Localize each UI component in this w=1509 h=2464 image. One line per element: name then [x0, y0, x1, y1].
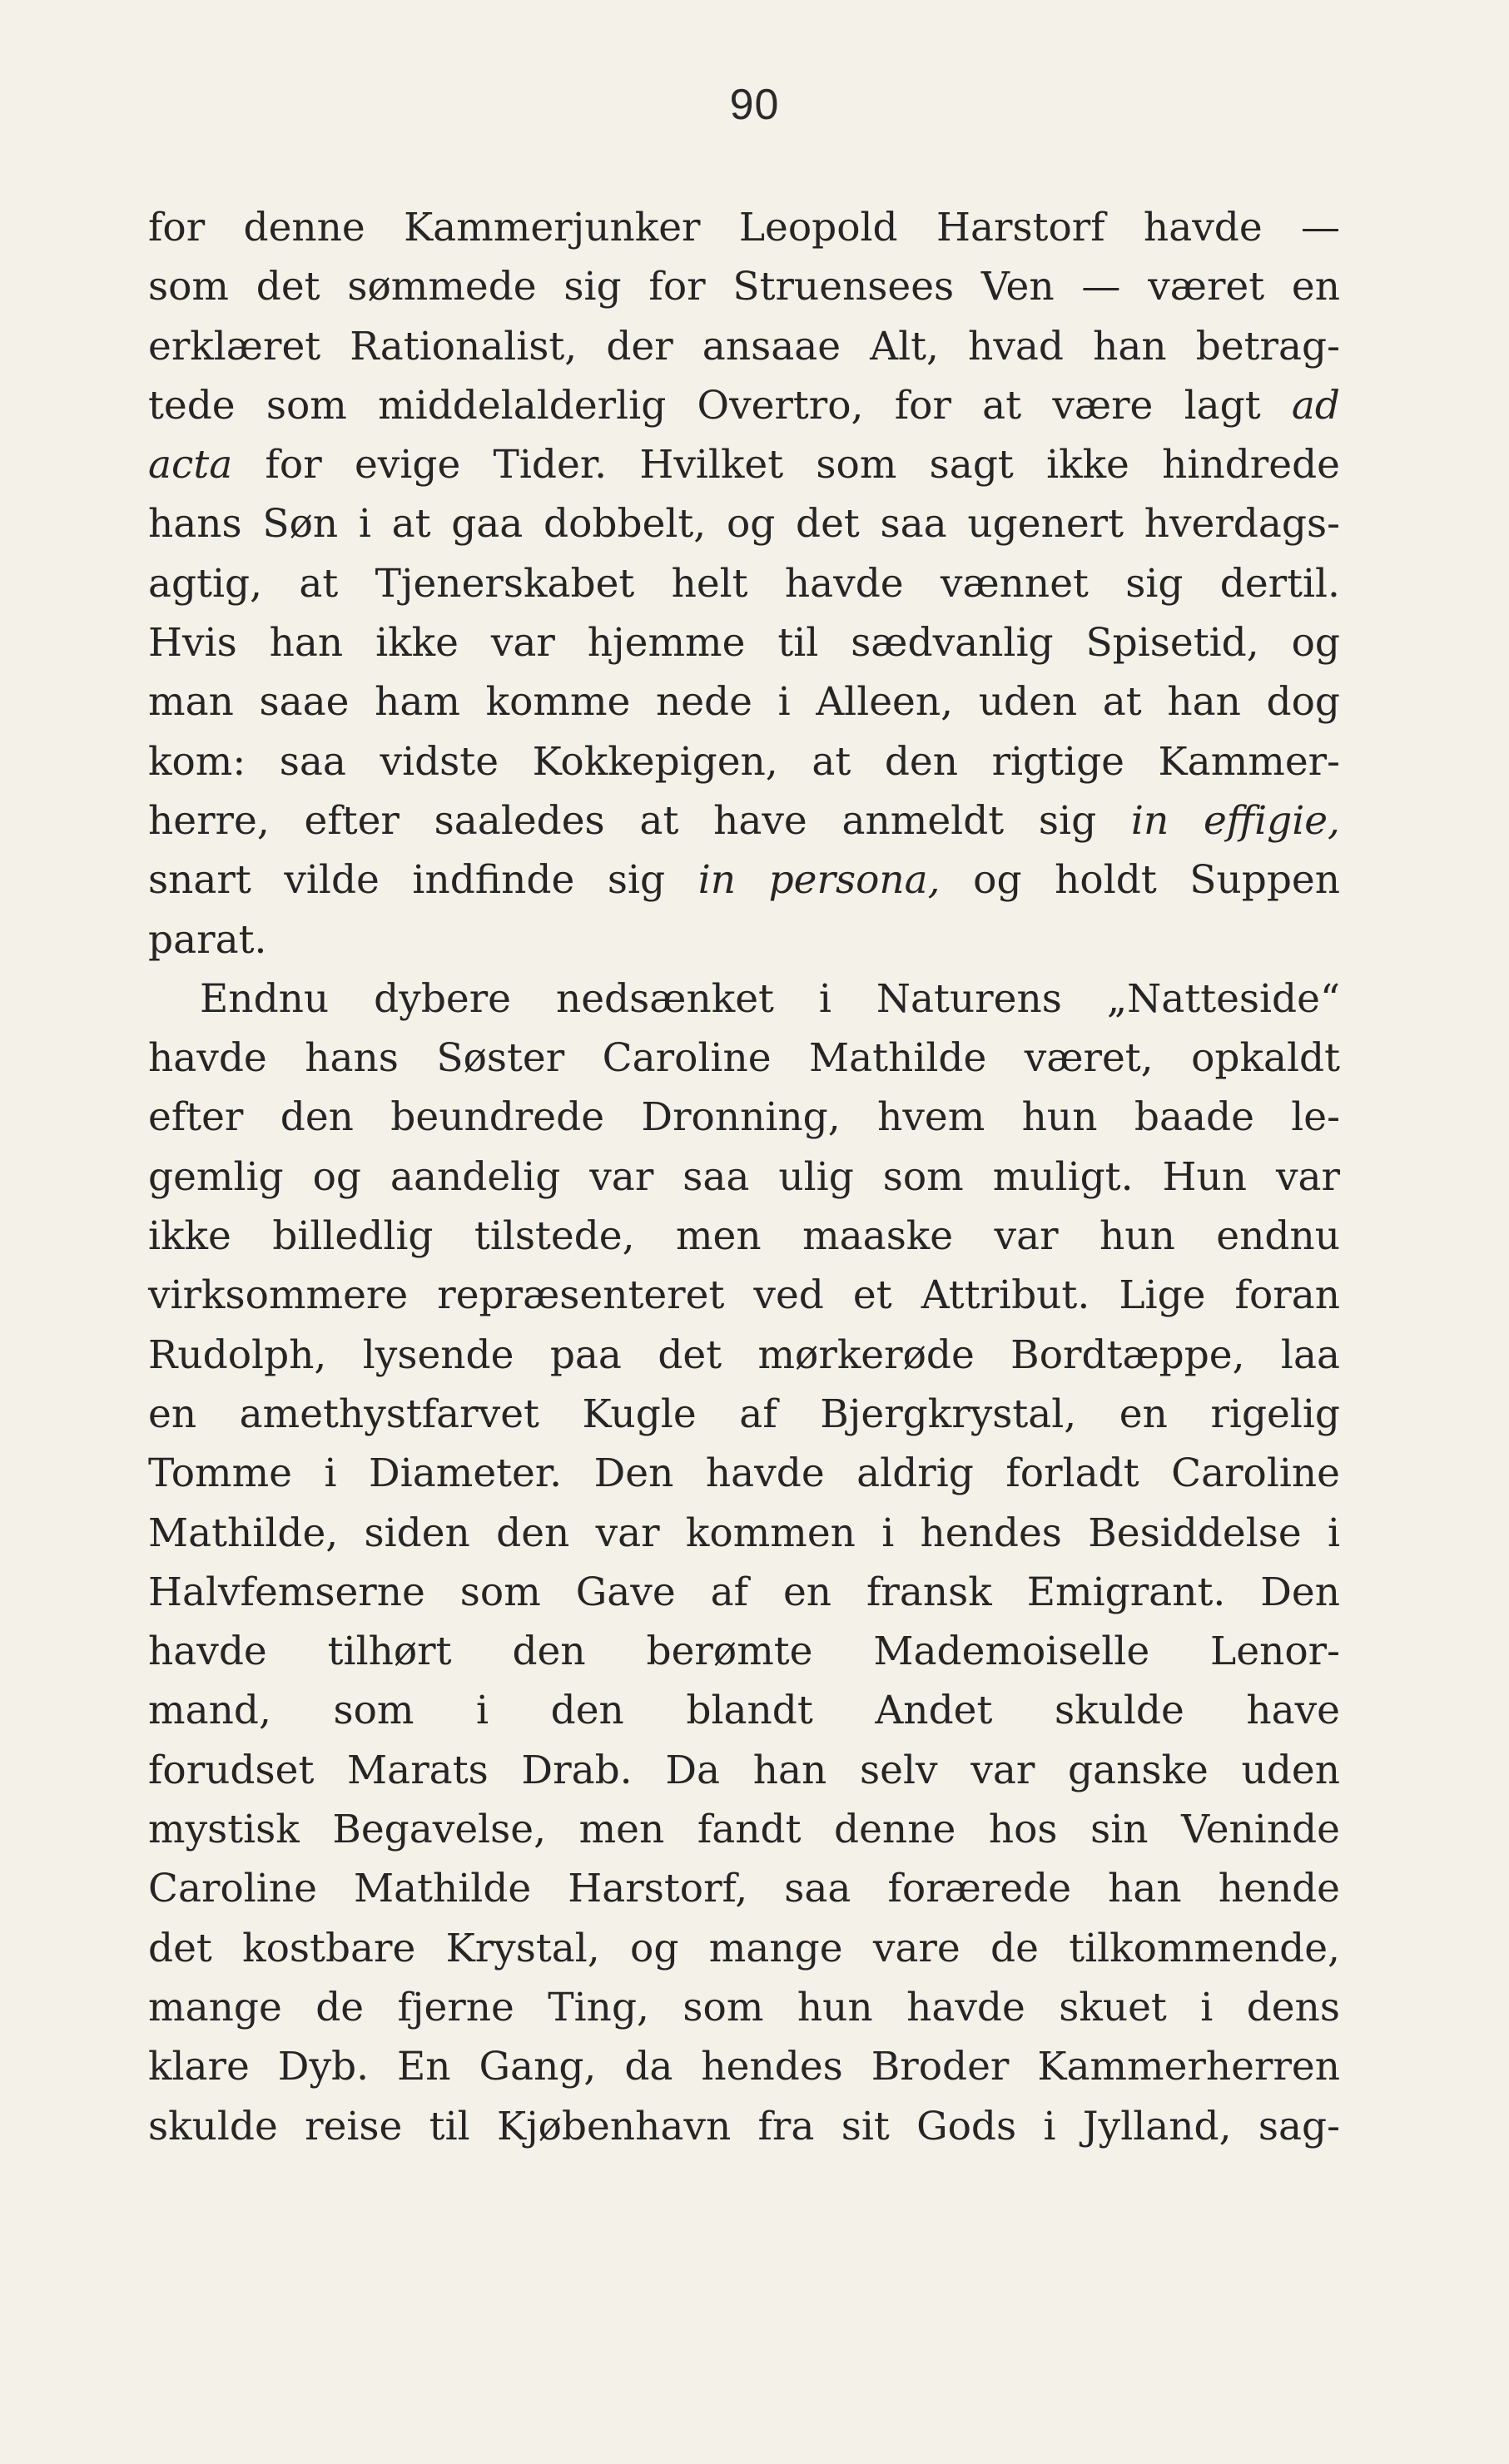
text-segment: skulde reise til Kjøbenhavn fra sit Gods i Jylland, sag-: [148, 2103, 1340, 2149]
italic-segment: in effigie,: [1130, 797, 1340, 844]
text-line: [148, 1978, 1340, 2037]
text-line: [148, 1207, 1340, 1266]
page-number: 90: [729, 81, 780, 129]
text-segment: Rudolph, lysende paa det mørkerøde Bordtæppe, laa: [148, 1331, 1340, 1378]
text-segment: efter den beundrede Dronning, hvem hun baade le-: [148, 1094, 1340, 1141]
text-segment: gemlig og aandelig var saa ulig som muligt. Hun var: [148, 1153, 1340, 1200]
text-segment: mand, som i den blandt Andet skulde have: [148, 1688, 1340, 1734]
text-segment: havde hans Søster Caroline Mathilde været, opkaldt: [148, 1035, 1340, 1082]
text-line: [148, 494, 1340, 553]
text-segment: snart vilde indfinde sig: [148, 857, 698, 904]
italic-segment: in persona,: [697, 857, 941, 904]
text-line: [148, 1029, 1340, 1088]
text-segment: for denne Kammerjunker Leopold Harstorf havde —: [148, 205, 1340, 250]
text-segment: parat.: [148, 916, 267, 963]
text-line: [148, 435, 1340, 494]
text-segment: Endnu dybere nedsænket i Naturens „Natteside“: [200, 975, 1340, 1022]
text-segment: man saae ham komme nede i Alleen, uden at han dog: [148, 679, 1340, 726]
text-segment: mange de fjerne Ting, som hun havde skuet i dens: [148, 1984, 1340, 2030]
text-segment: Hvis han ikke var hjemme til sædvanlig Spisetid, og: [148, 620, 1340, 667]
text-line: [148, 1563, 1340, 1622]
text-segment: tede som middelalderlig Overtro, for at være lagt: [148, 382, 1292, 429]
text-segment: og holdt Suppen: [940, 857, 1341, 904]
text-segment: kom: saa vidste Kokkepigen, at den rigtige Kammer-: [148, 738, 1340, 785]
text-line: [148, 1504, 1340, 1563]
text-line: [148, 613, 1340, 672]
text-line: [148, 1622, 1340, 1681]
text-line: [148, 910, 1340, 969]
text-segment: en amethystfarvet Kugle af Bjergkrystal, en rigelig: [148, 1391, 1340, 1437]
text-segment: Tomme i Diameter. Den havde aldrig forladt Caroline: [148, 1450, 1340, 1497]
text-segment: Halvfemserne som Gave af en fransk Emigrant. Den: [148, 1569, 1340, 1615]
text-line: [148, 1681, 1340, 1740]
text-segment: hans Søn i at gaa dobbelt, og det saa ugenert hverdags-: [148, 501, 1340, 548]
italic-segment: acta: [148, 442, 233, 488]
text-segment: agtig, at Tjenerskabet helt havde vænnet sig dertil.: [148, 560, 1340, 607]
text-segment: klare Dyb. En Gang, da hendes Broder Kammerherren: [148, 2044, 1340, 2090]
text-segment: Caroline Mathilde Harstorf, saa forærede han hende: [148, 1866, 1340, 1912]
italic-segment: ad: [1291, 382, 1340, 429]
text-line: [148, 2097, 1340, 2156]
text-line: [148, 1859, 1340, 1918]
text-segment: Mathilde, siden den var kommen i hendes Besiddelse i: [148, 1510, 1340, 1556]
text-segment: herre, efter saaledes at have anmeldt sig: [148, 797, 1131, 844]
text-line: [148, 1266, 1340, 1325]
text-line: [148, 672, 1340, 731]
text-line: [148, 1741, 1340, 1800]
text-segment: havde tilhørt den berømte Mademoiselle Lenor-: [148, 1629, 1340, 1675]
text-segment: forudset Marats Drab. Da han selv var ganske uden: [148, 1747, 1340, 1793]
text-line: [148, 791, 1340, 850]
text-line: [148, 1919, 1340, 1978]
text-line: [148, 257, 1340, 316]
text-line: [148, 1444, 1340, 1503]
body-text: [148, 198, 1340, 2156]
text-segment: ikke billedlig tilstede, men maaske var hun endnu: [148, 1213, 1340, 1260]
text-line: [148, 376, 1340, 435]
text-line: [148, 1326, 1340, 1385]
text-segment: erklæret Rationalist, der ansaae Alt, hvad han betrag-: [148, 323, 1340, 369]
text-line: [148, 1148, 1340, 1207]
text-segment: som det sømmede sig for Struensees Ven — været en: [148, 264, 1340, 310]
text-line: [148, 1385, 1340, 1444]
text-line: [148, 554, 1340, 613]
text-line: [148, 969, 1340, 1029]
text-segment: mystisk Begavelse, men fandt denne hos sin Veninde: [148, 1807, 1340, 1853]
text-line: [148, 198, 1340, 257]
text-line: [148, 850, 1340, 910]
text-segment: virksommere repræsenteret ved et Attribut. Lige foran: [148, 1272, 1340, 1319]
text-line: [148, 2037, 1340, 2096]
text-segment: det kostbare Krystal, og mange vare de tilkommende,: [148, 1925, 1340, 1971]
text-line: [148, 1800, 1340, 1859]
text-line: [148, 1088, 1340, 1147]
text-segment: for evige Tider. Hvilket som sagt ikke hindrede: [232, 442, 1340, 488]
text-line: [148, 317, 1340, 376]
text-line: [148, 732, 1340, 791]
